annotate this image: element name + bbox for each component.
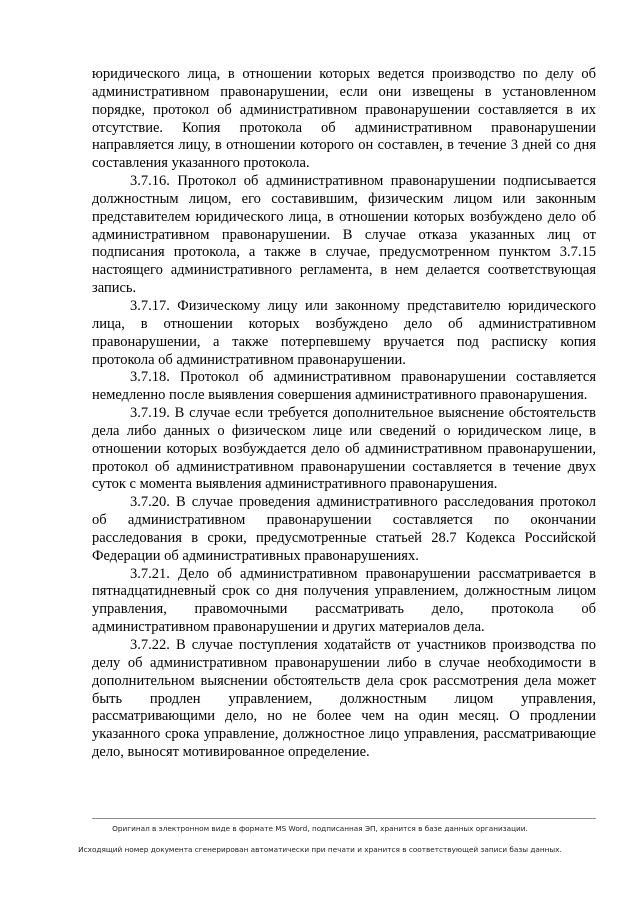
paragraph-3-7-18: 3.7.18. Протокол об административном правонарушении составляется немедленно после выявления совершения административного правонарушения. — [92, 369, 596, 404]
paragraph-3-7-20: 3.7.20. В случае проведения административного расследования протокол об административном правонарушении составляется по окончании расследования в сроки, предусмотренные статьей 28.7 Кодекса Российской Федерации об административных правонарушениях. — [92, 494, 596, 564]
paragraph-3-7-19: 3.7.19. В случае если требуется дополнительное выяснение обстоятельств дела либо данных о физическом лице или сведений о юридическом лице, в отношении которых возбуждается дело об административном правонарушении, протокол об административном правонарушении составляется в течение двух суток с момента выявления административного правонарушения. — [92, 405, 596, 493]
paragraph-3-7-21: 3.7.21. Дело об административном правонарушении рассматривается в пятнадцатидневный срок со дня получения управлением, должностным лицом управления, правомочными рассматривать дело, протокола об административном правонарушении и других материалов дела. — [92, 565, 596, 636]
paragraph-3-7-22: 3.7.22. В случае поступления ходатайств от участников производства по делу об административном правонарушении либо в случае необходимости в дополнительном выяснении обстоятельств дела срок рассмотрения дела может быть продлен управлением, должностным лицом управления, рассматривающими дело, но не более чем на один месяц. О продлении указанного срока управление, должностное лицо управления, рассматривающие дело, выносят мотивированное определение. — [92, 637, 596, 761]
footer-divider — [92, 818, 596, 819]
footer-note-number: Исходящий номер документа сгенерирован автоматически при печати и хранится в соответствующей записи базы данных. — [78, 845, 562, 854]
document-body — [92, 66, 596, 762]
paragraph-3-7-16: 3.7.16. Протокол об административном правонарушении подписывается должностным лицом, его составившим, физическим лицом или законным представителем юридического лица, в отношении которых возбуждено дело об административном правонарушении. В случае отказа указанных лиц от подписания протокола, а также в случае, предусмотренном пунктом 3.7.15 настоящего административного регламента, в нем делается соответствующая запись. — [92, 173, 596, 297]
paragraph-3-7-17: 3.7.17. Физическому лицу или законному представителю юридического лица, в отношении которых возбуждено дело об административном правонарушении, а также потерпевшему вручается под расписку копия протокола об административном правонарушении. — [92, 297, 596, 368]
paragraph-continued: юридического лица, в отношении которых ведется производство по делу об административном правонарушении, если они извещены в установленном порядке, протокол об административном правонарушении составляется в их отсутствие. Копия протокола об административном правонарушении направляется лицу, в отношении которого он составлен, в течение 3 дней со дня составления указанного протокола. — [92, 66, 596, 172]
footer-note-original: Оригинал в электронном виде в формате MS Word, подписанная ЭП, хранится в базе данных организации. — [112, 824, 528, 833]
